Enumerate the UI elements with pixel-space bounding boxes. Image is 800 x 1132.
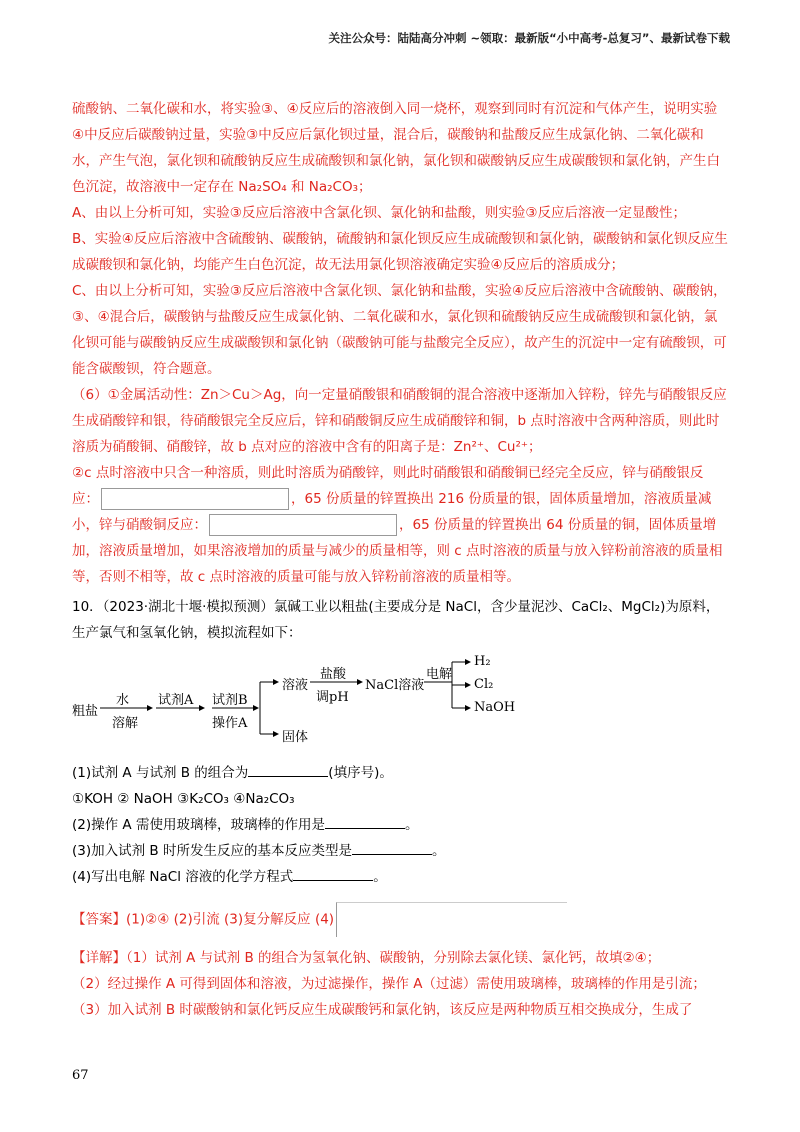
nacl-solution-label: NaCl溶液 — [365, 678, 425, 693]
part-6-2-text-3: ，65 份质量的锌置换出 64 份质量的铜，固体质量增加，溶液质量增加，如果溶液增加的质量与减少的质量相等，则 c 点时溶液的质量与放入锌粉前溶液的质量相等，否则不相等，故 c 点时溶液的质量可能与放入锌粉前溶液的质量相等。 — [72, 517, 723, 585]
operation-a-label: 操作A — [212, 716, 248, 731]
options-line: ①KOH ② NaOH ③K₂CO₃ ④Na₂CO₃ — [72, 791, 295, 807]
solution-label: 溶液 — [282, 678, 309, 693]
option-c-analysis: C、由以上分析可知，实验③反应后溶液中含氯化钡、氯化钠和盐酸，实验④反应后溶液中含硫酸钠、碳酸钠，③、④混合后，碳酸钠与盐酸反应生成氯化钠、二氧化碳和水，氯化钡和硫酸钠反应生成硫酸钡和氯化钠，氯化钡可能与碳酸钠反应生成碳酸钡和氯化钠（碳酸钠可能与盐酸完全反应），故产生的沉淀中一定有硫酸钡，可能含碳酸钡，符合题意。 — [72, 283, 727, 377]
part-6-2-text-2: ，65 份质量的锌置换出 216 份质量的银，固体质量增加，溶液质量减小，锌与硝酸铜反应： — [72, 491, 712, 533]
main-content — [72, 96, 728, 1023]
detail-2: （2）经过操作 A 可得到固体和溶液，为过滤操作，操作 A（过滤）需使用玻璃棒，玻璃棒的作用是引流； — [72, 976, 706, 992]
subquestion-1 — [72, 760, 728, 786]
option-b-analysis: B、实验④反应后溶液中含硫酸钠、碳酸钠，硫酸钠和氯化钡反应生成硫酸钡和氯化钠，碳酸钠和氯化钡反应生成碳酸钡和氯化钠，均能产生白色沉淀，故无法用氯化钡溶液确定实验④反应后的溶质成分； — [72, 231, 728, 273]
subquestion-3-text: (3)加入试剂 B 时所发生反应的基本反应类型是 — [72, 843, 352, 859]
subquestion-2-text: (2)操作 A 需使用玻璃棒，玻璃棒的作用是 — [72, 817, 325, 833]
process-flow-diagram — [72, 652, 728, 752]
answer-text: 【答案】(1)②④ (2)引流 (3)复分解反应 (4) — [72, 911, 335, 928]
answer-blank — [248, 762, 328, 777]
part-6-2-analysis — [72, 460, 728, 590]
subquestion-4: (4)写出电解 NaCl 溶液的化学方程式 。 — [72, 864, 728, 890]
detail-1: 【详解】（1）试剂 A 与试剂 B 的组合为氢氧化钠、碳酸钠，分别除去氯化镁、氯化钙，故填②④； — [72, 950, 661, 966]
detail-3: （3）加入试剂 B 时碳酸钠和氯化钙反应生成碳酸钙和氯化钠，该反应是两种物质互相交换成分，生成了 — [72, 1002, 693, 1018]
part-6-2-text-1: ②c 点时溶液中只含一种溶质，则此时溶质为硝酸锌，则此时硝酸银和硝酸铜已经完全反应，锌与硝酸银反应： — [72, 465, 704, 507]
answer-blank — [325, 814, 405, 829]
cl2-label: Cl₂ — [474, 677, 494, 692]
crude-salt-label: 粗盐 — [72, 704, 99, 719]
adjust-ph-label: 调pH — [316, 690, 349, 705]
solid-label: 固体 — [282, 730, 309, 745]
water-label: 水 — [116, 693, 130, 708]
dissolve-label: 溶解 — [112, 716, 139, 731]
subquestion-1-text: (1)试剂 A 与试剂 B 的组合为 — [72, 765, 249, 781]
subquestion-4-text: (4)写出电解 NaCl 溶液的化学方程式 — [72, 869, 294, 885]
answer-blank — [293, 866, 373, 881]
electrolysis-label: 电解 — [426, 667, 453, 682]
analysis-paragraph: 硫酸钠、二氧化碳和水，将实验③、④反应后的溶液倒入同一烧杯，观察到同时有沉淀和气体产生，说明实验④中反应后碳酸钠过量，实验③中反应后氯化钡过量，混合后，碳酸钠和盐酸反应生成氯化钠、二氧化碳和水，产生气泡，氯化钡和硫酸钠反应生成硫酸钡和氯化钠，氯化钡和碳酸钠反应生成碳酸钡和氯化钠，产生白色沉淀，故溶液中一定存在 Na₂SO₄ 和 Na₂CO₃； — [72, 101, 720, 195]
option-a-analysis: A、由以上分析可知，实验③反应后溶液中含氯化钡、氯化钠和盐酸，则实验③反应后溶液一定显酸性； — [72, 205, 686, 221]
answer-line — [72, 902, 728, 937]
page-header: 关注公众号：陆陆高分冲刺 ~领取：最新版“小中高考-总复习”、最新试卷下载 — [328, 31, 730, 45]
h2-label: H₂ — [474, 654, 491, 669]
part-6-analysis: （6）①金属活动性：Zn＞Cu＞Ag，向一定量硝酸银和硝酸铜的混合溶液中逐渐加入锌粉，锌先与硝酸银反应生成硝酸锌和银，待硝酸银完全反应后，锌和硝酸铜反应生成硝酸锌和铜，b 点时溶液中含两种溶质，则此时溶质为硝酸铜、硝酸锌，故 b 点对应的溶液中含有的阳离子是：Zn²⁺、Cu²⁺； — [72, 387, 727, 455]
page-number: 67 — [72, 1068, 89, 1083]
hcl-label: 盐酸 — [320, 667, 347, 682]
equation-image-placeholder — [336, 902, 567, 937]
question-10-stem: 10．（2023·湖北十堰·模拟预测）氯碱工业以粗盐(主要成分是 NaCl，含少量泥沙、CaCl₂、MgCl₂)为原料，生产氯气和氢氧化钠，模拟流程如下： — [72, 599, 720, 641]
subquestion-2: (2)操作 A 需使用玻璃棒，玻璃棒的作用是 。 — [72, 812, 728, 838]
naoh-label: NaOH — [474, 700, 516, 715]
answer-blank — [352, 840, 432, 855]
equation-image-placeholder — [209, 514, 397, 536]
subquestion-1-tail: (填序号)。 — [328, 765, 393, 781]
equation-image-placeholder — [101, 488, 289, 510]
reagent-a-label: 试剂A — [158, 693, 194, 708]
subquestion-3: (3)加入试剂 B 时所发生反应的基本反应类型是 。 — [72, 838, 728, 864]
reagent-b-label: 试剂B — [212, 693, 248, 708]
